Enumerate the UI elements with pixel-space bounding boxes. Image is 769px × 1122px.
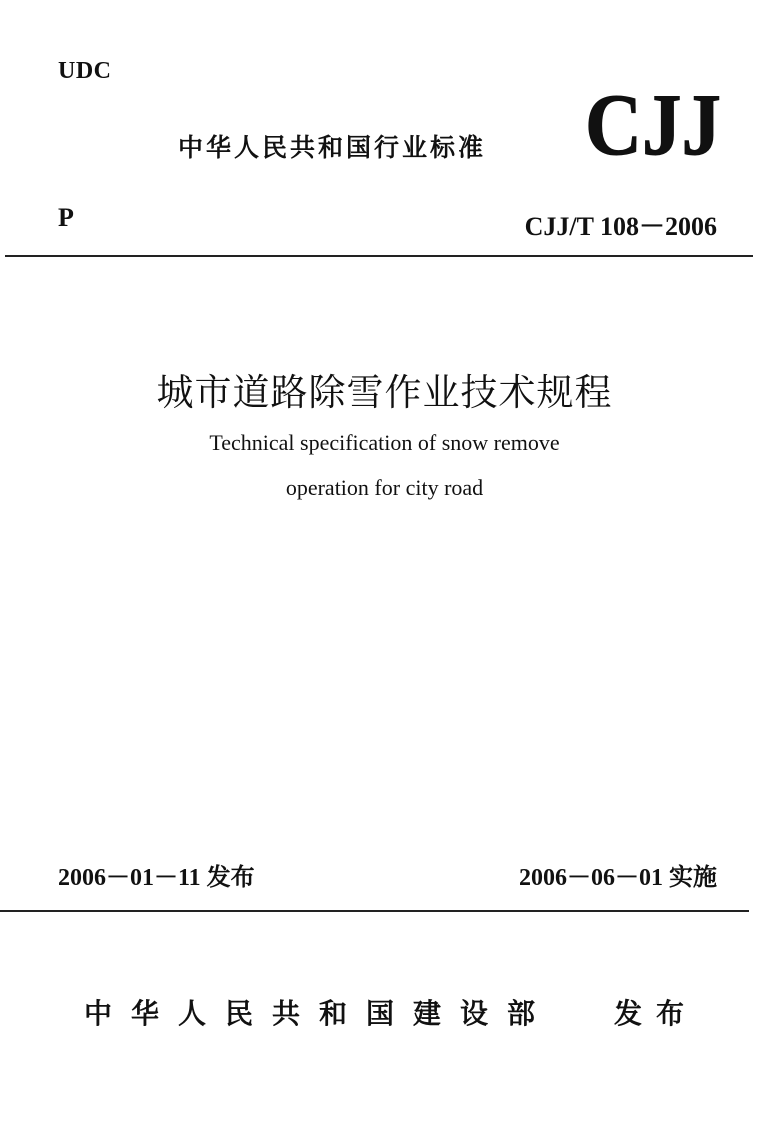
footer-divider xyxy=(0,910,749,912)
cjj-logo xyxy=(583,82,723,162)
document-title-english-line1: Technical specification of snow remove xyxy=(209,430,560,455)
publisher-name: 中华人民共和国建设部 xyxy=(84,997,555,1030)
publish-label: 发布 xyxy=(614,997,699,1030)
issue-date: 2006－01－11 发布 xyxy=(58,865,255,891)
document-title-chinese: 城市道路除雪作业技术规程 xyxy=(156,371,613,414)
category-code: P xyxy=(58,203,74,232)
standard-number: CJJ/T 108－2006 xyxy=(524,212,717,241)
effective-date: 2006－06－01 实施 xyxy=(519,865,717,891)
document-title-english-line2: operation for city road xyxy=(285,475,484,500)
cjj-logo-text: CJJ xyxy=(585,82,721,162)
udc-label: UDC xyxy=(58,58,112,84)
header-divider xyxy=(5,255,753,257)
industry-standard-title: 中华人民共和国行业标准 xyxy=(178,133,487,162)
